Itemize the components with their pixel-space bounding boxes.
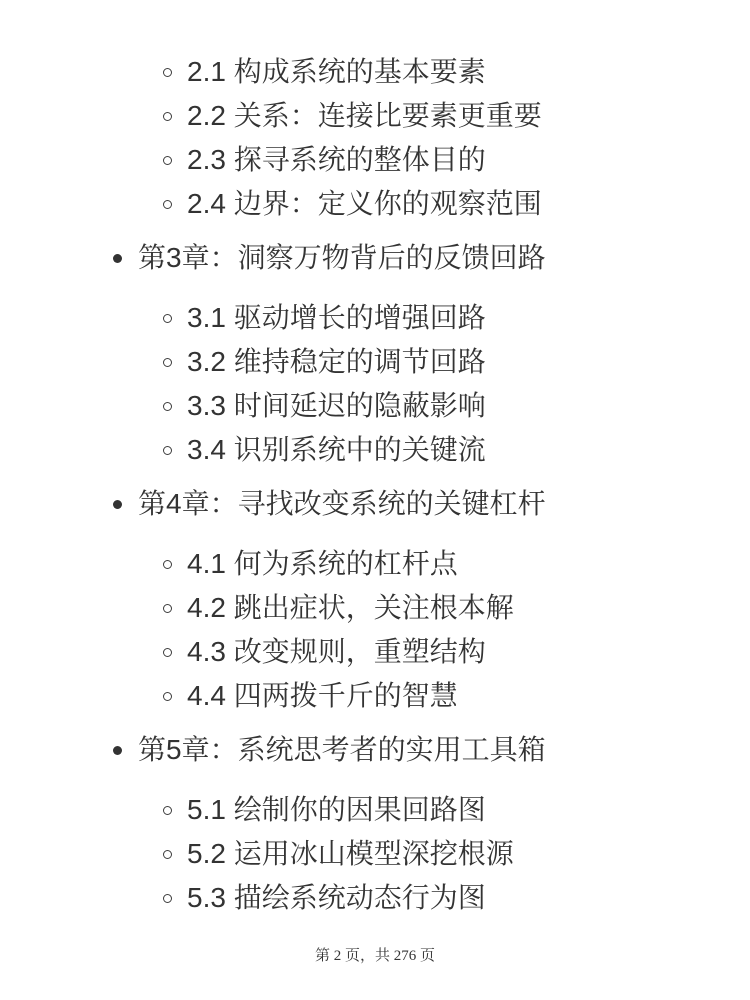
section-title: 4.1 何为系统的杠杆点 <box>187 548 458 579</box>
circle-bullet-icon <box>163 894 172 903</box>
circle-bullet-icon <box>163 200 172 209</box>
section-item <box>0 138 750 182</box>
chapter-item <box>0 482 750 526</box>
section-item <box>0 384 750 428</box>
section-title: 3.1 驱动增长的增强回路 <box>187 302 486 333</box>
circle-bullet-icon <box>163 314 172 323</box>
section-title: 3.3 时间延迟的隐蔽影响 <box>187 390 486 421</box>
section-title: 2.1 构成系统的基本要素 <box>187 56 486 87</box>
section-title: 5.2 运用冰山模型深挖根源 <box>187 838 514 869</box>
section-title: 3.4 识别系统中的关键流 <box>187 434 486 465</box>
section-item <box>0 832 750 876</box>
circle-bullet-icon <box>163 446 172 455</box>
bullet-icon <box>113 254 122 263</box>
section-title: 2.2 关系：连接比要素更重要 <box>187 100 542 131</box>
section-title: 4.4 四两拨千斤的智慧 <box>187 680 458 711</box>
circle-bullet-icon <box>163 850 172 859</box>
section-item <box>0 94 750 138</box>
section-item <box>0 340 750 384</box>
circle-bullet-icon <box>163 604 172 613</box>
section-item <box>0 788 750 832</box>
circle-bullet-icon <box>163 358 172 367</box>
section-item <box>0 876 750 920</box>
section-item <box>0 586 750 630</box>
section-title: 3.2 维持稳定的调节回路 <box>187 346 486 377</box>
bullet-icon <box>113 746 122 755</box>
circle-bullet-icon <box>163 648 172 657</box>
circle-bullet-icon <box>163 112 172 121</box>
circle-bullet-icon <box>163 806 172 815</box>
page-number-text: 第 2 页，共 276 页 <box>314 948 435 964</box>
chapter-title: 第4章：寻找改变系统的关键杠杆 <box>138 488 546 519</box>
circle-bullet-icon <box>163 560 172 569</box>
bullet-icon <box>113 500 122 509</box>
section-title: 5.3 描绘系统动态行为图 <box>187 882 486 913</box>
section-title: 2.3 探寻系统的整体目的 <box>187 144 486 175</box>
section-title: 2.4 边界：定义你的观察范围 <box>187 188 542 219</box>
chapter-item <box>0 728 750 772</box>
section-item <box>0 428 750 472</box>
section-item <box>0 630 750 674</box>
page-footer <box>0 944 750 965</box>
section-item <box>0 674 750 718</box>
chapter-item <box>0 236 750 280</box>
section-title: 4.2 跳出症状，关注根本解 <box>187 592 514 623</box>
section-title: 5.1 绘制你的因果回路图 <box>187 794 486 825</box>
section-item <box>0 296 750 340</box>
circle-bullet-icon <box>163 68 172 77</box>
section-title: 4.3 改变规则，重塑结构 <box>187 636 486 667</box>
circle-bullet-icon <box>163 692 172 701</box>
circle-bullet-icon <box>163 156 172 165</box>
circle-bullet-icon <box>163 402 172 411</box>
chapter-title: 第5章：系统思考者的实用工具箱 <box>138 734 546 765</box>
section-item <box>0 182 750 226</box>
section-item <box>0 542 750 586</box>
chapter-title: 第3章：洞察万物背后的反馈回路 <box>138 242 546 273</box>
section-item <box>0 50 750 94</box>
